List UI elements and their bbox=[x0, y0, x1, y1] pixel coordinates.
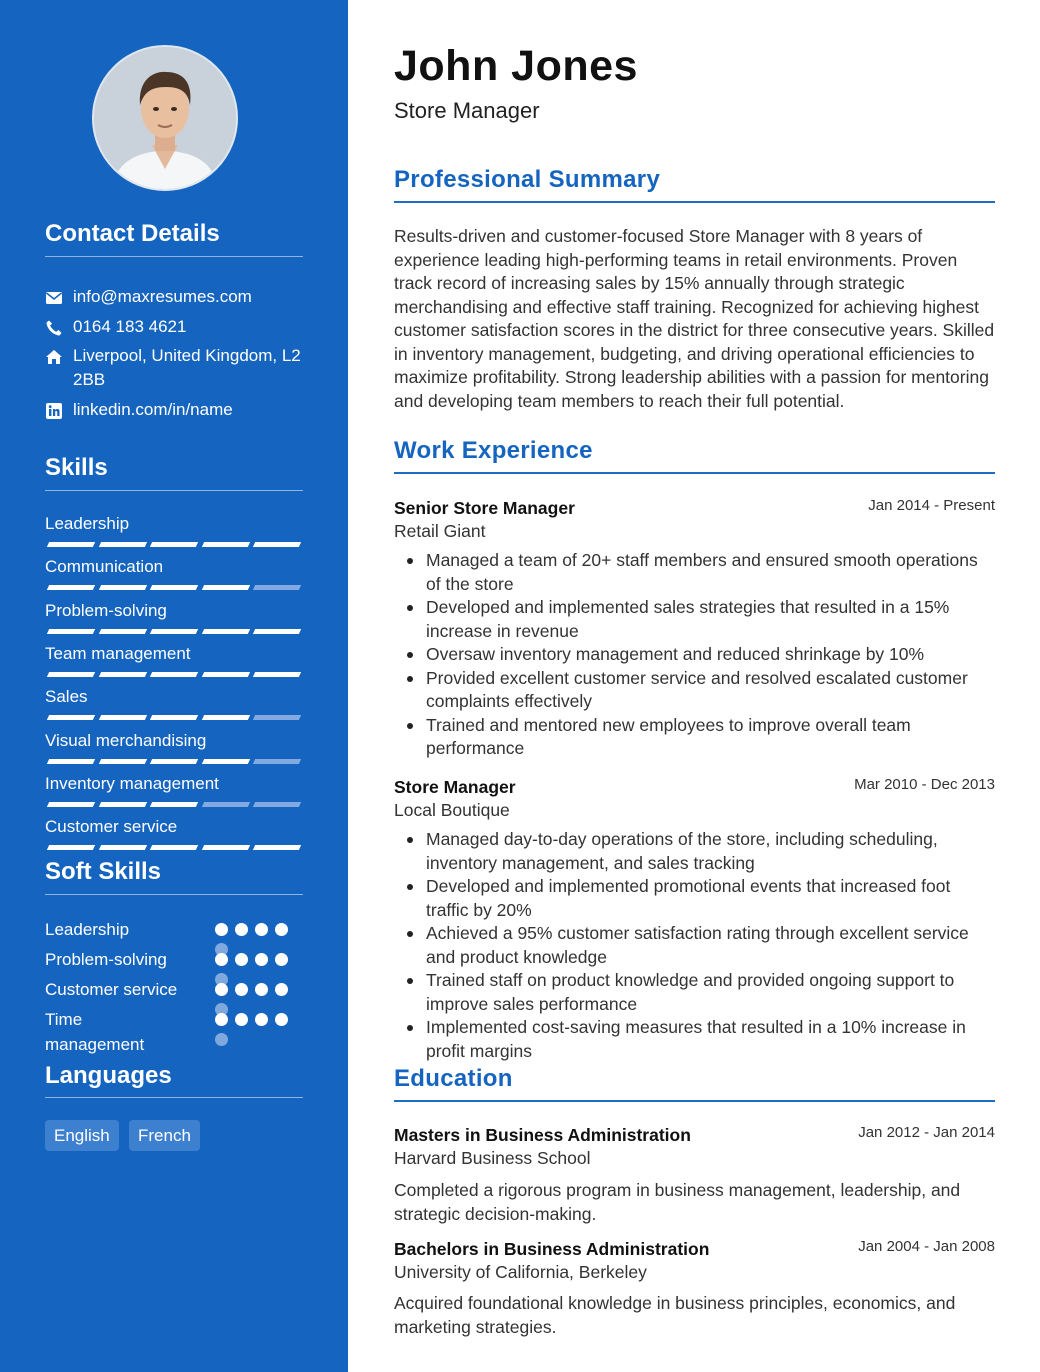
school-name: University of California, Berkeley bbox=[394, 1262, 647, 1282]
divider bbox=[45, 894, 303, 895]
soft-skill-item bbox=[45, 947, 303, 972]
home-icon bbox=[45, 348, 63, 366]
skill-level-segment bbox=[201, 542, 249, 547]
skill-level-bar bbox=[45, 845, 303, 850]
skill-level-segment bbox=[98, 672, 146, 677]
skill-level-segment bbox=[98, 802, 146, 807]
skill-label: Sales bbox=[45, 687, 88, 707]
skill-level-segment bbox=[150, 542, 198, 547]
list-item: Trained and mentored new employees to improve overall team performance bbox=[426, 714, 995, 761]
skill-level-bar bbox=[45, 629, 303, 634]
rating-dot bbox=[235, 1013, 248, 1026]
soft-skill-item bbox=[45, 977, 303, 1002]
skill-item bbox=[45, 730, 303, 752]
skill-level-segment bbox=[201, 585, 249, 590]
contact-linkedin-text: linkedin.com/in/name bbox=[73, 400, 233, 419]
degree-dates: Jan 2004 - Jan 2008 bbox=[858, 1238, 995, 1255]
linkedin-icon bbox=[45, 402, 63, 420]
skill-level-segment bbox=[150, 672, 198, 677]
soft-skill-item bbox=[45, 917, 303, 942]
job-dates: Mar 2010 - Dec 2013 bbox=[854, 776, 995, 793]
skill-level-segment bbox=[47, 802, 95, 807]
skill-level-segment bbox=[150, 802, 198, 807]
skill-item bbox=[45, 513, 303, 535]
soft-skill-label: Leadership bbox=[45, 920, 130, 939]
avatar bbox=[92, 45, 238, 191]
job-bullets bbox=[394, 828, 995, 1063]
job-company: Retail Giant bbox=[394, 521, 486, 541]
skill-level-bar bbox=[45, 672, 303, 677]
rating-dot bbox=[215, 923, 228, 936]
skill-label: Leadership bbox=[45, 514, 130, 533]
contact-title: Contact Details bbox=[45, 220, 220, 247]
summary-title: Professional Summary bbox=[394, 166, 661, 193]
email-icon bbox=[45, 289, 63, 307]
soft-skill-label: Problem-solving bbox=[45, 950, 167, 969]
skill-level-segment bbox=[150, 845, 198, 850]
summary-text: Results-driven and customer-focused Store Manager with 8 years of experience leading high-performing teams in retail environments. Proven track record of increasing sales by 15% annually through strategic merchandising and effective staff training. Recognized for achieving highest customer satisfaction scores in the district for three consecutive years. Skilled in inventory management, budgeting, and driving operational efficiencies to maximize profitability. Strong leadership abilities with a passion for mentoring and developing team members to reach their full potential. bbox=[394, 226, 995, 411]
skill-item bbox=[45, 816, 303, 838]
skill-level-bar bbox=[45, 585, 303, 590]
skill-level-segment bbox=[253, 629, 301, 634]
rating-dot bbox=[235, 953, 248, 966]
degree-title: Masters in Business Administration bbox=[394, 1125, 691, 1145]
rating-dot bbox=[275, 923, 288, 936]
profile-photo bbox=[94, 47, 236, 189]
degree-description: Acquired foundational knowledge in business principles, economics, and marketing strategies. bbox=[394, 1293, 956, 1337]
list-item: Implemented cost-saving measures that resulted in a 10% increase in profit margins bbox=[426, 1016, 995, 1063]
job-company: Local Boutique bbox=[394, 800, 510, 820]
skill-level-segment bbox=[47, 845, 95, 850]
skill-level-segment bbox=[201, 845, 249, 850]
job-bullets bbox=[394, 549, 995, 761]
soft-skills-title: Soft Skills bbox=[45, 858, 162, 885]
soft-skill-label: Customer service bbox=[45, 980, 178, 999]
list-item: Managed day-to-day operations of the store, including scheduling, inventory management, and sales tracking bbox=[426, 828, 995, 875]
skill-level-bar bbox=[45, 715, 303, 720]
rating-dot bbox=[275, 983, 288, 996]
language-tag: English bbox=[45, 1120, 119, 1151]
skill-item bbox=[45, 556, 303, 578]
phone-icon bbox=[45, 319, 63, 337]
rating-dot bbox=[215, 953, 228, 966]
skill-label: Visual merchandising bbox=[45, 730, 207, 750]
languages-title: Languages bbox=[45, 1062, 172, 1089]
skill-level-segment bbox=[47, 629, 95, 634]
list-item: Provided excellent customer service and resolved escalated customer complaints effectively bbox=[426, 667, 995, 714]
skill-level-segment bbox=[201, 715, 249, 720]
skill-level-segment bbox=[47, 542, 95, 547]
skill-level-bar bbox=[45, 542, 303, 547]
skill-level-segment bbox=[47, 672, 95, 677]
divider bbox=[45, 490, 303, 491]
degree-description: Completed a rigorous program in business management, leadership, and strategic decision-making. bbox=[394, 1180, 961, 1224]
skill-level-segment bbox=[150, 585, 198, 590]
rating-dot bbox=[255, 923, 268, 936]
skill-item bbox=[45, 600, 303, 622]
degree-dates: Jan 2012 - Jan 2014 bbox=[858, 1124, 995, 1141]
rating-dot bbox=[255, 983, 268, 996]
list-item: Oversaw inventory management and reduced shrinkage by 10% bbox=[426, 643, 995, 667]
list-item: Developed and implemented sales strategies that resulted in a 15% increase in revenue bbox=[426, 596, 995, 643]
skill-label: Problem-solving bbox=[45, 600, 167, 620]
skill-level-bar bbox=[45, 759, 303, 764]
skills-title: Skills bbox=[45, 454, 108, 481]
rating-dot bbox=[275, 1013, 288, 1026]
divider bbox=[45, 1097, 303, 1098]
skill-level-segment bbox=[253, 585, 301, 590]
skill-level-segment bbox=[253, 542, 301, 547]
skill-level-segment bbox=[253, 715, 301, 720]
skill-level-segment bbox=[150, 715, 198, 720]
list-item: Trained staff on product knowledge and provided ongoing support to improve sales performance bbox=[426, 969, 995, 1016]
degree-title: Bachelors in Business Administration bbox=[394, 1239, 710, 1259]
skill-label: Inventory management bbox=[45, 773, 219, 793]
school-name: Harvard Business School bbox=[394, 1148, 591, 1168]
skill-level-segment bbox=[201, 672, 249, 677]
job-role: Store Manager bbox=[394, 777, 516, 797]
list-item: Managed a team of 20+ staff members and ensured smooth operations of the store bbox=[426, 549, 995, 596]
list-item: Developed and implemented promotional events that increased foot traffic by 20% bbox=[426, 875, 995, 922]
skill-item bbox=[45, 773, 303, 795]
skill-level-segment bbox=[98, 845, 146, 850]
rating-dot bbox=[255, 1013, 268, 1026]
skill-level-bar bbox=[45, 802, 303, 807]
skill-level-segment bbox=[150, 629, 198, 634]
skill-label: Customer service bbox=[45, 817, 178, 837]
rating-dot bbox=[275, 953, 288, 966]
rating-dot bbox=[255, 953, 268, 966]
skill-level-segment bbox=[47, 585, 95, 590]
list-item: Achieved a 95% customer satisfaction rating through excellent service and product knowledge bbox=[426, 922, 995, 969]
skill-item bbox=[45, 686, 303, 708]
contact-address-text: Liverpool, United Kingdom, L2 2BB bbox=[73, 346, 301, 389]
job-dates: Jan 2014 - Present bbox=[868, 497, 995, 514]
skill-level-segment bbox=[201, 629, 249, 634]
soft-skill-item bbox=[45, 1007, 303, 1057]
candidate-title: Store Manager bbox=[394, 98, 540, 123]
work-title: Work Experience bbox=[394, 437, 593, 464]
candidate-name: John Jones bbox=[394, 42, 638, 90]
rating-dot bbox=[235, 923, 248, 936]
language-tag: French bbox=[129, 1120, 200, 1151]
rating-dot bbox=[215, 1013, 228, 1026]
skill-level-segment bbox=[150, 759, 198, 764]
skill-level-segment bbox=[98, 715, 146, 720]
job-role: Senior Store Manager bbox=[394, 498, 575, 518]
divider bbox=[394, 472, 995, 474]
rating-dot bbox=[215, 1033, 228, 1046]
soft-skill-label: Time management bbox=[45, 1010, 145, 1054]
skill-level-segment bbox=[98, 629, 146, 634]
contact-phone-text: 0164 183 4621 bbox=[73, 317, 187, 336]
skill-label: Team management bbox=[45, 643, 191, 663]
contact-email-text: info@maxresumes.com bbox=[73, 287, 252, 306]
skill-level-segment bbox=[98, 585, 146, 590]
skill-level-segment bbox=[98, 759, 146, 764]
skill-level-segment bbox=[98, 542, 146, 547]
skill-label: Communication bbox=[45, 557, 164, 577]
education-title: Education bbox=[394, 1065, 513, 1092]
skill-level-segment bbox=[201, 759, 249, 764]
skill-item bbox=[45, 643, 303, 665]
rating-dot bbox=[215, 983, 228, 996]
skill-level-segment bbox=[201, 802, 249, 807]
divider bbox=[45, 256, 303, 257]
skill-level-segment bbox=[253, 672, 301, 677]
divider bbox=[394, 201, 995, 203]
skill-level-segment bbox=[253, 802, 301, 807]
sidebar bbox=[0, 0, 348, 1372]
skill-level-segment bbox=[47, 715, 95, 720]
rating-dot bbox=[235, 983, 248, 996]
skill-level-segment bbox=[253, 759, 301, 764]
skill-level-segment bbox=[253, 845, 301, 850]
skill-level-segment bbox=[47, 759, 95, 764]
divider bbox=[394, 1100, 995, 1102]
